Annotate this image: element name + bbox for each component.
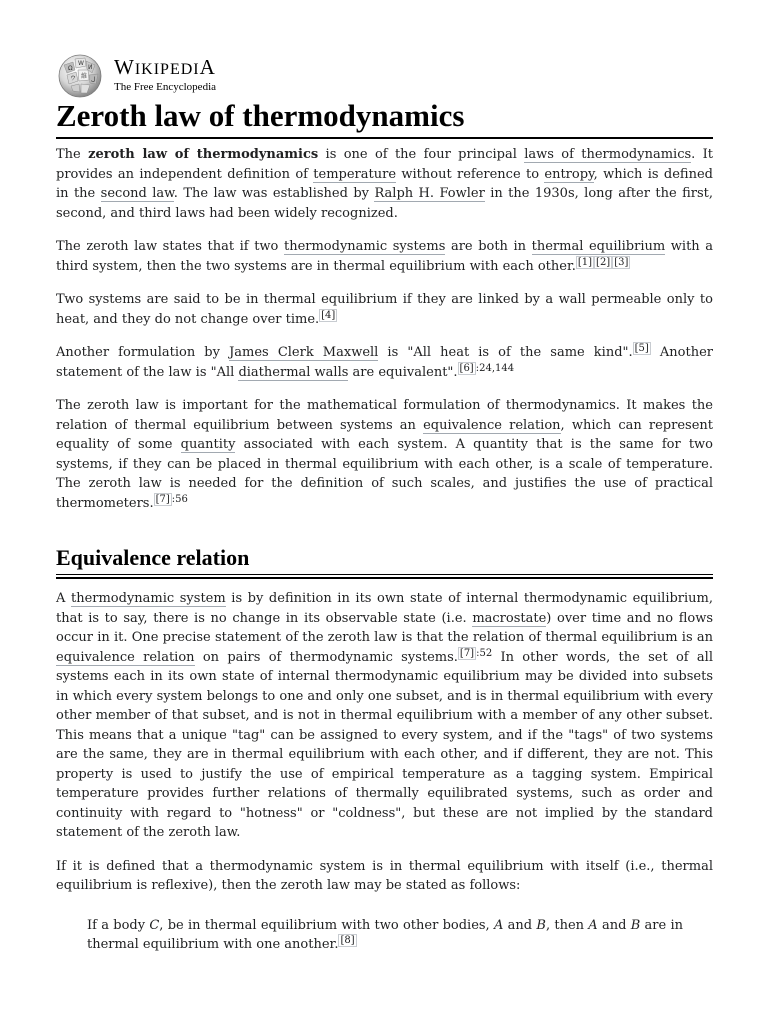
link-ralph-h-fowler[interactable]: Ralph H. Fowler — [374, 186, 485, 201]
link-second-law[interactable]: second law — [100, 186, 174, 201]
globe-glyph: И — [88, 64, 93, 71]
zeroth-law-quote: If a body C, be in thermal equilibrium with two other bodies, A and B, then A and B are in thermal equilibrium with one another. [8] — [87, 917, 683, 952]
link-thermal-equilibrium[interactable]: thermal equilibrium — [531, 239, 666, 254]
intro-paragraph-3: Two systems are said to be in thermal equilibrium if they are linked by a wall permeable only to heat, and they do not change over time. [4] — [56, 292, 713, 327]
citation-6[interactable]: [6] — [459, 362, 474, 374]
citation-3[interactable]: [3] — [614, 256, 629, 268]
link-thermodynamic-system[interactable]: thermodynamic system — [70, 591, 226, 606]
link-laws-of-thermodynamics[interactable]: laws of thermodynamics — [524, 147, 692, 162]
section-paragraph-2: If it is defined that a thermodynamic system is in thermal equilibrium with itself (i.e., thermal equilibrium is reflexive), then the zeroth law may be stated as follows: — [56, 858, 713, 893]
link-thermodynamic-systems[interactable]: thermodynamic systems — [283, 239, 446, 254]
citation-6-pages: :24,144 — [475, 362, 515, 374]
link-entropy[interactable]: entropy — [544, 166, 594, 182]
citation-7-pages: :56 — [171, 493, 188, 505]
bold-term: zeroth law of thermodynamics — [88, 147, 319, 162]
citation-5[interactable]: [5] — [634, 343, 649, 354]
intro-paragraph-1: The zeroth law of thermodynamics is one of the four principal laws of thermodynamics. It provides an independent definition of temperature without reference to entropy, which is defined in the second law. The law was established by Ralph H. Fowler in the 1930s, long after the first, second, and third laws had been widely recognized. — [56, 147, 714, 221]
link-macrostate[interactable]: macrostate — [472, 610, 547, 626]
section-paragraph-1: A thermodynamic system is by definition in its own state of internal thermodynamic equilibrium, that is to say, there is no change in its observable state (i.e. macrostate) over time and no flows occur in it. One precise statement of the zeroth law is that the relation of thermal equilibrium is an equivalence relation on pairs of thermodynamic systems. $^{[7] :52}$ In other words, the set of all systems each in its own state of internal thermodynamic equilibrium may be divided into subsets in which every system belongs to one and only one subset, and is in thermal equilibrium with every other member of that subset, and is not in thermal equilibrium with a member of any other subset. This means that a unique "tag" can be assigned to every system, and if the "tags" of two systems are the same, they are in thermal equilibrium with each other, and if different, they are not. This property is used to justify the use of empirical temperature as a tagging system. Empirical temperature provides further relations of thermally equilibrated systems, such as order and continuity with regard to "hotness" or "coldness", but these are not implied by the standard statement of the zeroth law. — [56, 591, 713, 840]
citation-7[interactable]: [7] — [155, 493, 170, 505]
link-equivalence-relation[interactable]: equivalence relation — [423, 417, 561, 433]
wikipedia-globe-icon — [56, 53, 106, 99]
page-title: Zeroth law of thermodynamics — [56, 96, 713, 139]
globe-glyph: W — [78, 60, 84, 67]
citation-7b-pages: :52 — [476, 647, 493, 659]
globe-glyph: ل — [91, 76, 96, 83]
wordmark — [114, 55, 334, 94]
link-temperature[interactable]: temperature — [313, 166, 397, 182]
link-quantity[interactable]: quantity — [180, 437, 236, 452]
globe-glyph: Ω — [68, 65, 73, 72]
citation-7b[interactable]: [7] — [459, 647, 475, 659]
citation-2[interactable]: [2] — [596, 256, 611, 268]
intro-paragraph-5: The zeroth law is important for the mathematical formulation of thermodynamics. It makes the relation of thermal equilibrium between systems an equivalence relation, which can represent equality of some quantity associated with each system. A quantity that is the same for two systems, if they can be placed in thermal equilibrium with each other, is a scale of temperature. The zeroth law is needed for the definition of such scales, and justifies the use of practical thermometers. $^{[7] :56}$ — [56, 398, 714, 511]
wordmark-tagline: The Free Encyclopedia — [114, 81, 217, 93]
link-diathermal-walls[interactable]: diathermal walls — [238, 364, 349, 380]
globe-glyph: 維 — [81, 73, 88, 80]
citation-4[interactable]: [4] — [321, 309, 336, 321]
article-content — [56, 96, 713, 955]
globe-glyph: ウ — [70, 75, 77, 82]
citation-1[interactable]: [1] — [577, 256, 593, 268]
intro-paragraph-2: The zeroth law states that if two thermodynamic systems are both in thermal equilibrium with a third system, then the two systems are in thermal equilibrium with each other. [1] [2] [3] — [56, 239, 713, 274]
link-james-clerk-maxwell[interactable]: James Clerk Maxwell — [229, 345, 379, 360]
wordmark-title: WIKIPEDIA — [114, 55, 216, 79]
section-heading-equivalence-relation: Equivalence relation — [56, 543, 713, 575]
link-equivalence-relation-2[interactable]: equivalence relation — [56, 649, 195, 665]
citation-8[interactable]: [8] — [340, 935, 355, 946]
intro-paragraph-4: Another formulation by James Clerk Maxwell is "All heat is of the same kind". [5] Another statement of the law is "All diathermal walls are equivalent". $^{[6] :24,144}$ — [56, 343, 714, 380]
